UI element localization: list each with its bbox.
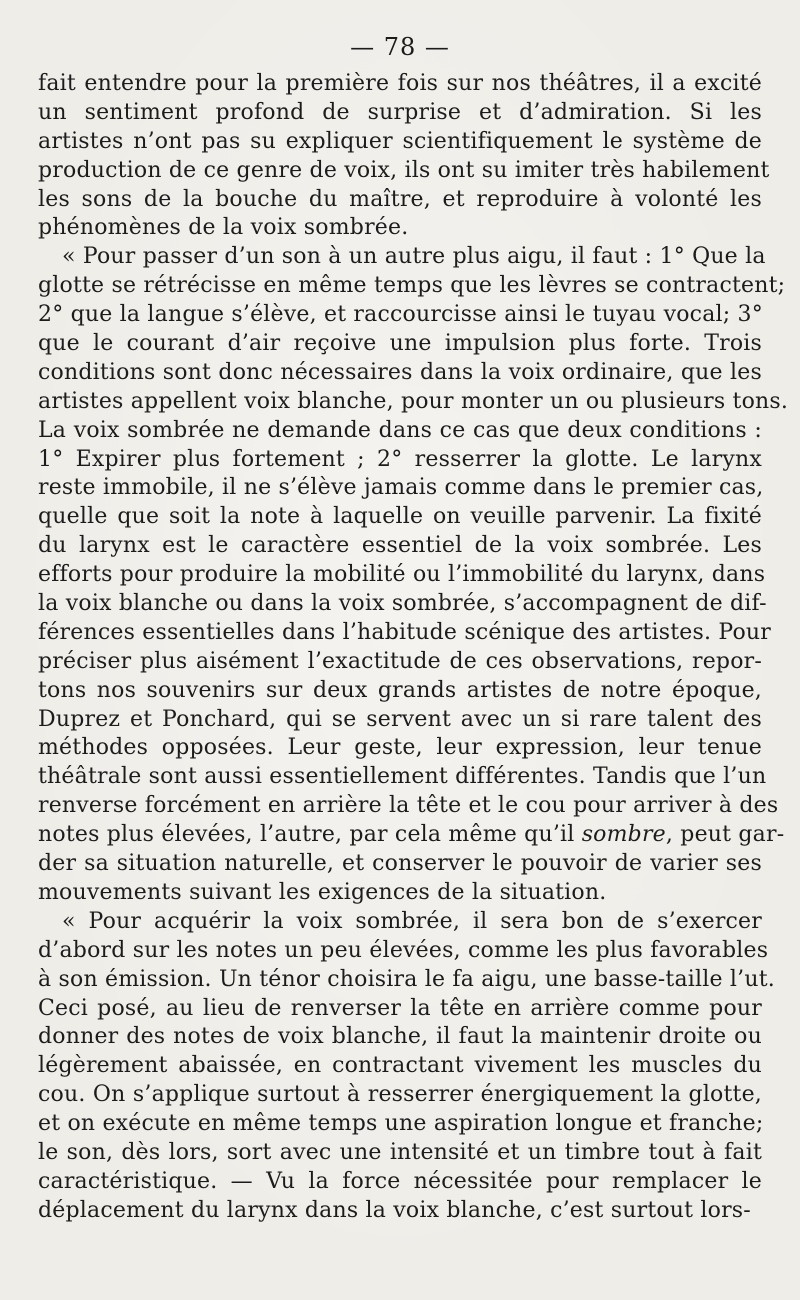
page-number: — 78 — — [350, 33, 450, 61]
text-line: un sentiment profond de surprise et d’admiration. Si les — [38, 99, 762, 125]
text-line: « Pour passer d’un son à un autre plus aigu, il faut : 1° Que la — [62, 244, 766, 270]
text-line: déplacement du larynx dans la voix blanche, c’est surtout lors- — [38, 1197, 751, 1223]
text-line: méthodes opposées. Leur geste, leur expression, leur tenue — [38, 735, 762, 761]
text-line: glotte se rétrécisse en même temps que les lèvres se contractent; — [38, 273, 786, 299]
text-line: et on exécute en même temps une aspiration longue et franche; — [38, 1111, 764, 1137]
text-line: à son émission. Un ténor choisira le fa aigu, une basse-taille l’ut. — [38, 966, 775, 992]
text-line: le son, dès lors, sort avec une intensité et un timbre tout à fait — [38, 1139, 762, 1165]
text-line: caractéristique. — Vu la force nécessitée pour remplacer le — [38, 1168, 762, 1194]
text-line: d’abord sur les notes un peu élevées, comme les plus favorables — [38, 937, 769, 963]
text-line: production de ce genre de voix, ils ont su imiter très habilement — [38, 157, 770, 183]
text-line: 1° Expirer plus fortement ; 2° resserrer la glotte. Le larynx — [38, 446, 762, 472]
text-line: phénomènes de la voix sombrée. — [38, 215, 409, 241]
text-line: reste immobile, il ne s’élève jamais comme dans le premier cas, — [38, 475, 764, 501]
paragraph — [38, 70, 770, 243]
text-line: notes plus élevées, l’autre, par cela même qu’il sombre, peut gar- — [38, 822, 785, 848]
text-line: der sa situation naturelle, et conserver le pouvoir de varier ses — [38, 851, 762, 877]
text-line: préciser plus aisément l’exactitude de ces observations, repor- — [38, 648, 762, 674]
paragraph — [38, 908, 775, 1226]
body-text — [38, 70, 789, 1226]
text-line: « Pour acquérir la voix sombrée, il sera bon de s’exercer — [62, 908, 762, 934]
text-line: efforts pour produire la mobilité ou l’immobilité du larynx, dans — [38, 562, 766, 588]
text-line: théâtrale sont aussi essentiellement différentes. Tandis que l’un — [38, 764, 767, 790]
text-line: férences essentielles dans l’habitude scénique des artistes. Pour — [38, 619, 772, 645]
text-line: légèrement abaissée, en contractant vivement les muscles du — [38, 1053, 762, 1079]
text-line: du larynx est le caractère essentiel de la voix sombrée. Les — [38, 533, 762, 559]
text-line: les sons de la bouche du maître, et reproduire à volonté les — [38, 186, 762, 212]
text-line: quelle que soit la note à laquelle on veuille parvenir. La fixité — [38, 504, 762, 530]
text-line: mouvements suivant les exigences de la situation. — [38, 879, 607, 905]
text-line: cou. On s’applique surtout à resserrer énergiquement la glotte, — [38, 1082, 762, 1108]
text-line: artistes n’ont pas su expliquer scientifiquement le système de — [38, 128, 762, 154]
paragraph — [38, 243, 789, 907]
text-line: La voix sombrée ne demande dans ce cas que deux conditions : — [38, 417, 762, 443]
text-line: conditions sont donc nécessaires dans la voix ordinaire, que les — [38, 359, 762, 385]
text-line: tons nos souvenirs sur deux grands artistes de notre époque, — [38, 677, 762, 703]
text-line: fait entendre pour la première fois sur nos théâtres, il a excité — [38, 71, 762, 96]
text-line: renverse forcément en arrière la tête et le cou pour arriver à des — [38, 793, 779, 819]
text-line: 2° que la langue s’élève, et raccourcisse ainsi le tuyau vocal; 3° — [38, 302, 763, 328]
text-line: artistes appellent voix blanche, pour monter un ou plusieurs tons. — [38, 388, 789, 414]
text-line: la voix blanche ou dans la voix sombrée, s’accompagnent de dif- — [38, 591, 767, 617]
text-line: Duprez et Ponchard, qui se servent avec un si rare talent des — [38, 706, 762, 732]
text-line: Ceci posé, au lieu de renverser la tête en arrière comme pour — [38, 995, 762, 1021]
text-line: donner des notes de voix blanche, il faut la maintenir droite ou — [38, 1024, 762, 1050]
text-line: que le courant d’air reçoive une impulsion plus forte. Trois — [38, 331, 762, 357]
